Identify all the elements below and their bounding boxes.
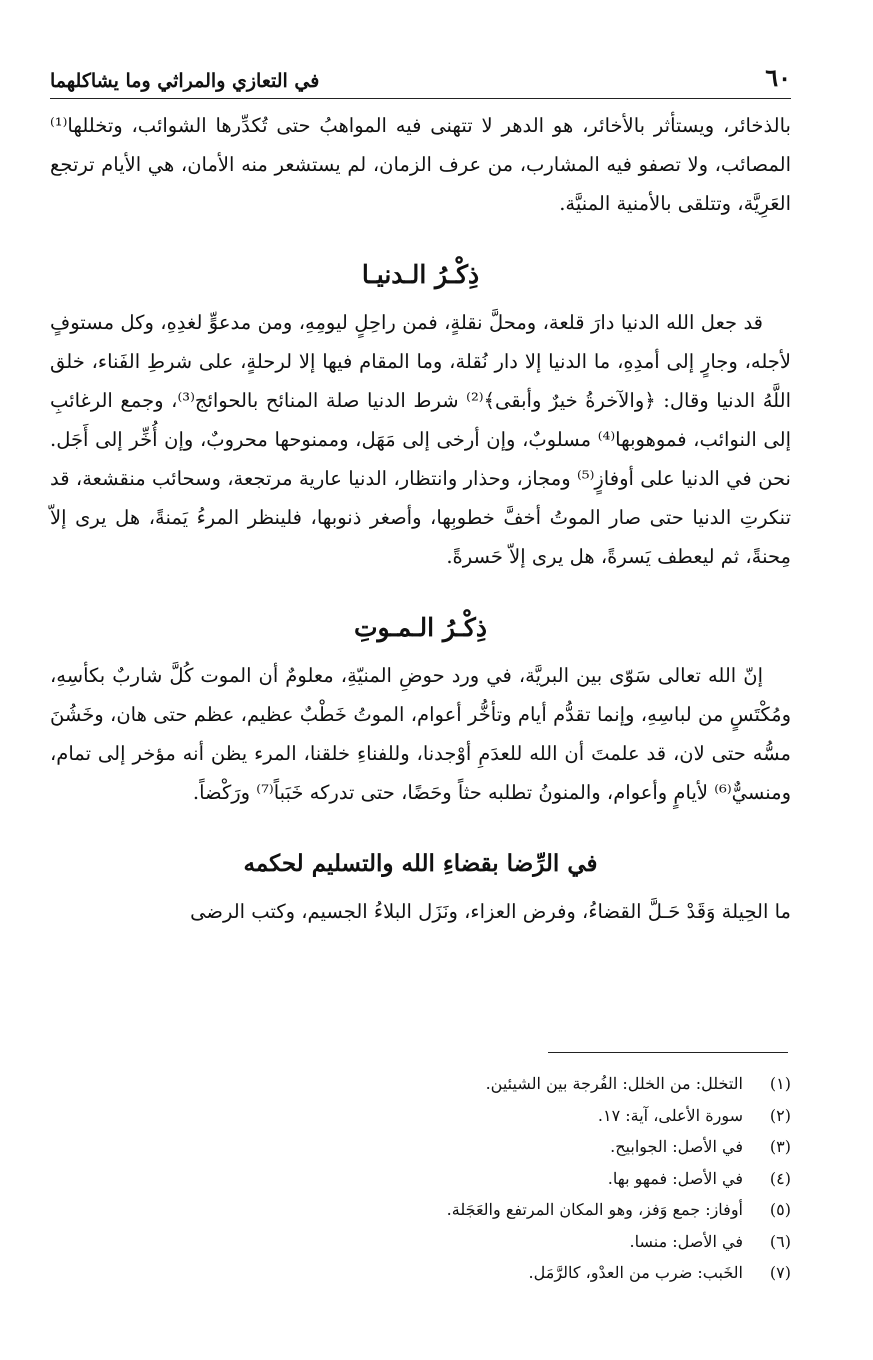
page-number: ٦٠: [765, 63, 791, 92]
paragraph-dunya: قد جعل الله الدنيا دارَ قلعة، ومحلَّ نقلةٍ، فمن راحِلٍ ليومِهِ، ومن مدعوٍّ لغدِهِ، وكل مستوفٍ لأجله، وجارٍ إلى أمدِهِ، ما الدنيا إلا دار نُقلة، وما المقام فيها إلا لرحلةٍ، على شرطِ الفَناء، خلق اللَّهُ الدنيا وقال: ﴿والآخرةُ خيرٌ وأبقى﴾⁽²⁾ شرط الدنيا صلة المنائح بالحوائج⁽³⁾، وجمع الرغائبِ إلى النوائب، فموهوبها⁽⁴⁾ مسلوبٌ، وإن أرخى إلى مَهَل، وممنوحها محروبٌ، وإن أُخِّر إلى أَجَل. نحن في الدنيا على أوفازٍ⁽⁵⁾ ومجاز، وحذار وانتظار، الدنيا عارية مرتجعة، وسحائب منقشعة، قد تنكرتِ الدنيا حتى صار الموتُ أخفَّ خطوبِها، وأصغر ذنوبها، فلينظر المرءُ يَمنةً، هل يرى إلاّ مِحنةً، ثم ليعطف يَسرةً، هل يرى إلاّ حَسرةً.: [50, 311, 791, 568]
footnotes-list: [50, 1068, 791, 1289]
main-text: [50, 106, 791, 931]
footnote-number: (٧): [769, 1263, 791, 1282]
footnote-divider: [548, 1052, 788, 1053]
footnote-item: [50, 1226, 791, 1258]
running-header: [50, 50, 791, 99]
footnote-number: (٥): [769, 1200, 791, 1219]
section-heading-dunya: ذِكْـرُ الـدنيـا: [361, 260, 480, 289]
paragraph-rida: ما الحِيلة وَقَدْ حَـلَّ القضاءُ، وفرض العزاء، ونَزَل البلاءُ الجسيم، وكتب الرضى: [190, 900, 791, 923]
footnote-text: الخَبب: ضرب من العدْو، كالرَّمَل.: [528, 1263, 743, 1282]
running-title: في التعازي والمراثي وما يشاكلهما: [50, 70, 320, 92]
footnote-number: (٣): [769, 1137, 791, 1156]
footnote-text: في الأصل: منسا.: [629, 1231, 743, 1251]
footnote-number: (٢): [769, 1105, 791, 1125]
section-heading-mawt: ذِكْـرُ الـمـوتِ: [354, 613, 487, 642]
footnote-item: [50, 1131, 791, 1163]
footnote-text: أوفاز: جمع وَفز، وهو المكان المرتفع والعَجَلة.: [446, 1200, 743, 1219]
footnote-item: [50, 1257, 791, 1289]
footnote-text: سورة الأعلى، آية: ١٧.: [597, 1105, 743, 1125]
footnote-text: التخلل: من الخلل: الفُرجة بين الشيئين.: [485, 1074, 743, 1093]
footnote-number: (١): [769, 1074, 791, 1093]
footnote-text: في الأصل: الجوابيح.: [610, 1137, 743, 1156]
footnote-item: [50, 1068, 791, 1100]
footnote-item: [50, 1163, 791, 1195]
paragraph-mawt: إنّ الله تعالى سَوّى بين البريَّة، في ورد حوضِ المنيّةِ، معلومٌ أن الموت كُلَّ شاربٌ بكأسِهِ، ومُكْتَسٍ من لباسِهِ، وإنما تقدُّم أيام وتأخُّر أعوام، الموتُ خَطْبٌ عظيم، عظم حتى هان، وخَشُنَ مسُّه حتى لان، قد علمتَ أن الله للعدَمِ أوْجدنا، وللفناءِ خلقنا، المرء يظن أنه مؤخر إلى تمام، ومنسيٌّ⁽⁶⁾ لأيامٍ وأعوام، والمنونُ تطلبه حثاً وحَضًا، حتى تدركه خَبَباً⁽⁷⁾ ورَكْضاً.: [50, 664, 791, 804]
footnote-item: [50, 1100, 791, 1132]
footnote-text: في الأصل: فمهو بها.: [607, 1168, 743, 1188]
intro-paragraph: بالذخائر، ويستأثر بالأخائر، هو الدهر لا تتهنى فيه المواهبُ حتى تُكدِّرها الشوائب، وتخللها⁽¹⁾ المصائب، ولا تصفو فيه المشارب، من عرف الزمان، لم يستشعر منه الأمان، هي الأيام ترتجع العَرِيَّة، وتتلقى بالأمنية المنيَّة.: [50, 114, 791, 215]
footnote-item: [50, 1194, 791, 1226]
section-heading-rida: في الرِّضا بقضاءِ الله والتسليم لحكمه: [243, 850, 598, 877]
footnote-number: (٦): [769, 1231, 791, 1251]
footnote-number: (٤): [769, 1168, 791, 1188]
